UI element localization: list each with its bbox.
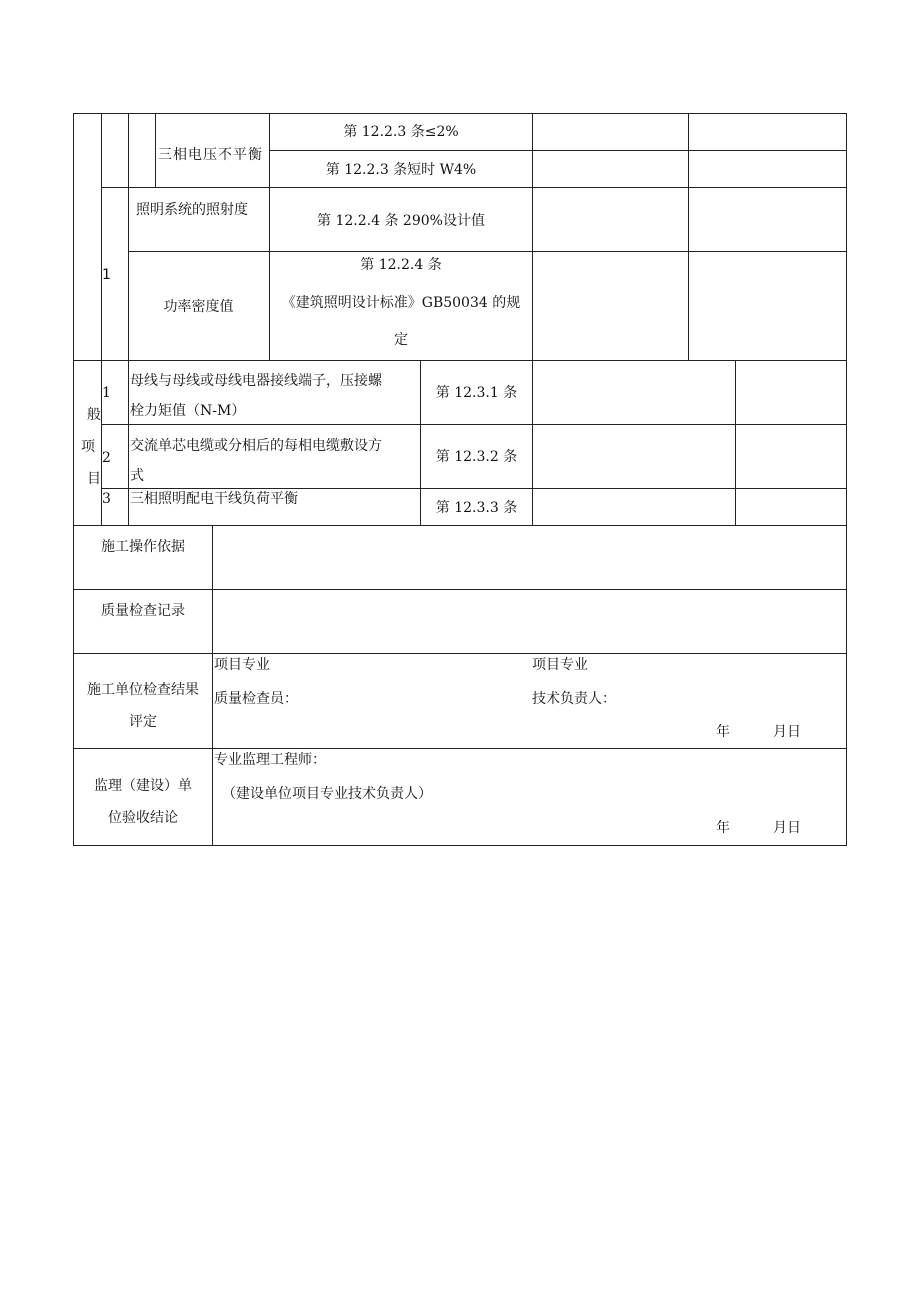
supervision-monthday: 月日 xyxy=(773,820,801,836)
contractor-monthday: 月日 xyxy=(773,724,801,740)
general-item-1-line1: 母线与母线或母线电器接线端子，压接螺 xyxy=(130,373,382,389)
power-density-std-line3: 定 xyxy=(394,332,408,348)
general-item-3-line1: 三相照明配电干线负荷平衡 xyxy=(130,491,298,507)
contractor-left-line2: 质量检查员： xyxy=(214,691,298,707)
supervision-line1: 专业监理工程师： xyxy=(214,752,326,768)
main-control-row-number: 1 xyxy=(102,267,111,283)
supervision-label-line1: 监理（建设）单 xyxy=(94,778,192,794)
contractor-right-line1: 项目专业 xyxy=(532,657,588,673)
contractor-result-label-line1: 施工单位检查结果 xyxy=(87,682,199,698)
general-item-2-num: 2 xyxy=(102,450,111,466)
construction-basis-label: 施工操作依据 xyxy=(101,539,185,555)
general-group-label-2: 项 xyxy=(81,439,95,455)
general-item-3-std: 第 12.3.3 条 xyxy=(435,500,518,516)
general-item-2-std: 第 12.3.2 条 xyxy=(435,449,518,465)
contractor-result-label-line2: 评定 xyxy=(129,714,157,730)
voltage-unbalance-std1: 第 12.2.3 条≤2% xyxy=(343,124,459,140)
general-item-3-num: 3 xyxy=(102,491,111,507)
power-density-std-line1: 第 12.2.4 条 xyxy=(360,257,442,273)
general-item-2-line1: 交流单芯电缆或分相后的每相电缆敷设方 xyxy=(130,438,382,454)
general-item-1-std: 第 12.3.1 条 xyxy=(435,385,518,401)
contractor-year: 年 xyxy=(716,724,730,740)
general-item-2-line2: 式 xyxy=(130,468,144,484)
contractor-left-line1: 项目专业 xyxy=(214,657,270,673)
illuminance-label: 照明系统的照射度 xyxy=(136,202,248,218)
voltage-unbalance-std2: 第 12.2.3 条短时 W4% xyxy=(325,162,477,178)
general-group-label-3: 目 xyxy=(87,471,101,487)
supervision-line2: （建设单位项目专业技术负责人） xyxy=(222,786,432,802)
power-density-std-line2: 《建筑照明设计标准》GB50034 的规 xyxy=(281,295,521,311)
supervision-year: 年 xyxy=(716,820,730,836)
voltage-unbalance-label: 三相电压不平衡 xyxy=(158,147,263,163)
quality-record-label: 质量检查记录 xyxy=(101,603,185,619)
general-item-1-num: 1 xyxy=(102,385,111,401)
illuminance-std: 第 12.2.4 条 290%设计值 xyxy=(317,213,485,229)
general-item-1-line2: 栓力矩值（N-M） xyxy=(130,403,246,419)
supervision-label-line2: 位验收结论 xyxy=(108,810,178,826)
general-group-label-1: 般 xyxy=(87,407,101,423)
power-density-label: 功率密度值 xyxy=(163,299,234,315)
contractor-right-line2: 技术负责人： xyxy=(532,691,616,707)
